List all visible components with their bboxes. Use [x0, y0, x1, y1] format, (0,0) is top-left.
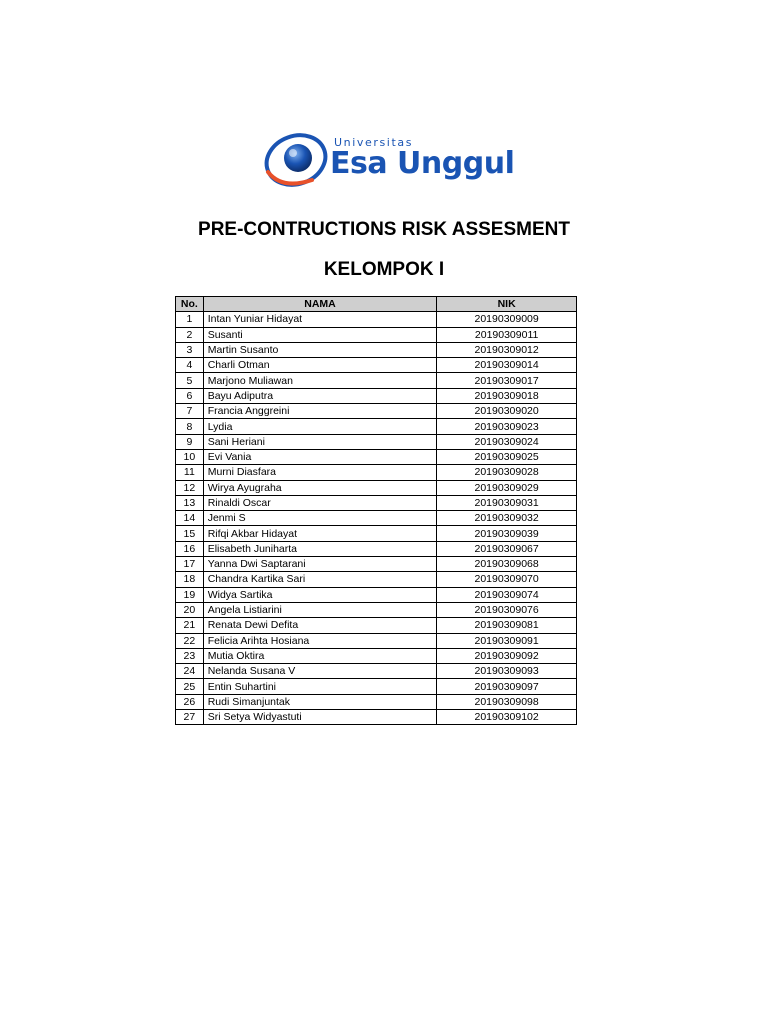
cell-no: 10 — [176, 449, 204, 464]
cell-nama: Martin Susanto — [203, 342, 437, 357]
cell-nama: Wirya Ayugraha — [203, 480, 437, 495]
table-row — [176, 511, 577, 526]
cell-nik: 20190309092 — [437, 648, 577, 663]
cell-nik: 20190309032 — [437, 511, 577, 526]
cell-nama: Felicia Arihta Hosiana — [203, 633, 437, 648]
cell-no: 13 — [176, 495, 204, 510]
cell-no: 15 — [176, 526, 204, 541]
table-row — [176, 312, 577, 327]
cell-nik: 20190309093 — [437, 664, 577, 679]
table-row — [176, 419, 577, 434]
cell-nik: 20190309014 — [437, 358, 577, 373]
table-row — [176, 541, 577, 556]
table-row — [176, 633, 577, 648]
cell-nik: 20190309067 — [437, 541, 577, 556]
cell-nik: 20190309097 — [437, 679, 577, 694]
logo-top-word: Universitas — [334, 136, 414, 149]
table-row — [176, 648, 577, 663]
cell-nama: Sri Setya Widyastuti — [203, 710, 437, 725]
cell-no: 7 — [176, 404, 204, 419]
cell-no: 5 — [176, 373, 204, 388]
table-row — [176, 526, 577, 541]
cell-nama: Francia Anggreini — [203, 404, 437, 419]
cell-nama: Intan Yuniar Hidayat — [203, 312, 437, 327]
table-row — [176, 602, 577, 617]
cell-no: 4 — [176, 358, 204, 373]
cell-no: 3 — [176, 342, 204, 357]
cell-nik: 20190309020 — [437, 404, 577, 419]
table-header-row — [176, 297, 577, 312]
table-row — [176, 373, 577, 388]
cell-no: 2 — [176, 327, 204, 342]
table-row — [176, 327, 577, 342]
table-row — [176, 587, 577, 602]
cell-nik: 20190309081 — [437, 618, 577, 633]
cell-nama: Susanti — [203, 327, 437, 342]
cell-nik: 20190309009 — [437, 312, 577, 327]
cell-nik: 20190309031 — [437, 495, 577, 510]
header-nik: NIK — [437, 297, 577, 312]
cell-nama: Jenmi S — [203, 511, 437, 526]
cell-no: 19 — [176, 587, 204, 602]
table-row — [176, 710, 577, 725]
table-row — [176, 449, 577, 464]
cell-nama: Chandra Kartika Sari — [203, 572, 437, 587]
header-no: No. — [176, 297, 204, 312]
cell-nama: Renata Dewi Defita — [203, 618, 437, 633]
cell-nik: 20190309029 — [437, 480, 577, 495]
header-nama: NAMA — [203, 297, 437, 312]
cell-nik: 20190309024 — [437, 434, 577, 449]
table-row — [176, 465, 577, 480]
cell-no: 6 — [176, 388, 204, 403]
cell-no: 12 — [176, 480, 204, 495]
cell-nama: Angela Listiarini — [203, 602, 437, 617]
cell-nik: 20190309011 — [437, 327, 577, 342]
cell-nik: 20190309068 — [437, 557, 577, 572]
table-row — [176, 572, 577, 587]
logo-name: Esa Unggul — [330, 146, 515, 181]
cell-no: 16 — [176, 541, 204, 556]
cell-no: 26 — [176, 694, 204, 709]
cell-no: 21 — [176, 618, 204, 633]
cell-nama: Nelanda Susana V — [203, 664, 437, 679]
cell-no: 22 — [176, 633, 204, 648]
cell-no: 20 — [176, 602, 204, 617]
table-row — [176, 679, 577, 694]
cell-nama: Evi Vania — [203, 449, 437, 464]
cell-nama: Charli Otman — [203, 358, 437, 373]
cell-no: 24 — [176, 664, 204, 679]
cell-nama: Entin Suhartini — [203, 679, 437, 694]
cell-nik: 20190309098 — [437, 694, 577, 709]
cell-nama: Lydia — [203, 419, 437, 434]
cell-nik: 20190309025 — [437, 449, 577, 464]
cell-nama: Rudi Simanjuntak — [203, 694, 437, 709]
cell-nama: Rinaldi Oscar — [203, 495, 437, 510]
table-row — [176, 434, 577, 449]
cell-nama: Bayu Adiputra — [203, 388, 437, 403]
cell-nama: Mutia Oktira — [203, 648, 437, 663]
group-title: KELOMPOK I — [323, 259, 445, 280]
cell-nama: Sani Heriani — [203, 434, 437, 449]
cell-nama: Elisabeth Juniharta — [203, 541, 437, 556]
document-title: PRE-CONTRUCTIONS RISK ASSESMENT — [198, 219, 570, 240]
table-row — [176, 664, 577, 679]
globe-orbit-icon — [262, 126, 332, 192]
table-row — [176, 358, 577, 373]
cell-nik: 20190309039 — [437, 526, 577, 541]
cell-nik: 20190309028 — [437, 465, 577, 480]
cell-nik: 20190309012 — [437, 342, 577, 357]
cell-nama: Rifqi Akbar Hidayat — [203, 526, 437, 541]
cell-no: 8 — [176, 419, 204, 434]
cell-nik: 20190309017 — [437, 373, 577, 388]
table-row — [176, 404, 577, 419]
table-row — [176, 694, 577, 709]
cell-no: 23 — [176, 648, 204, 663]
table-row — [176, 495, 577, 510]
table-row — [176, 618, 577, 633]
cell-no: 9 — [176, 434, 204, 449]
table-row — [176, 557, 577, 572]
cell-no: 11 — [176, 465, 204, 480]
cell-nama: Marjono Muliawan — [203, 373, 437, 388]
cell-no: 1 — [176, 312, 204, 327]
member-table — [175, 296, 577, 725]
cell-nik: 20190309102 — [437, 710, 577, 725]
cell-nik: 20190309091 — [437, 633, 577, 648]
cell-no: 25 — [176, 679, 204, 694]
cell-nik: 20190309023 — [437, 419, 577, 434]
cell-nama: Yanna Dwi Saptarani — [203, 557, 437, 572]
cell-no: 18 — [176, 572, 204, 587]
table-row — [176, 480, 577, 495]
cell-nama: Murni Diasfara — [203, 465, 437, 480]
cell-no: 14 — [176, 511, 204, 526]
cell-nik: 20190309018 — [437, 388, 577, 403]
cell-nama: Widya Sartika — [203, 587, 437, 602]
table-row — [176, 342, 577, 357]
cell-nik: 20190309074 — [437, 587, 577, 602]
cell-nik: 20190309070 — [437, 572, 577, 587]
cell-no: 17 — [176, 557, 204, 572]
university-logo — [262, 126, 515, 192]
table-row — [176, 388, 577, 403]
cell-nik: 20190309076 — [437, 602, 577, 617]
cell-no: 27 — [176, 710, 204, 725]
